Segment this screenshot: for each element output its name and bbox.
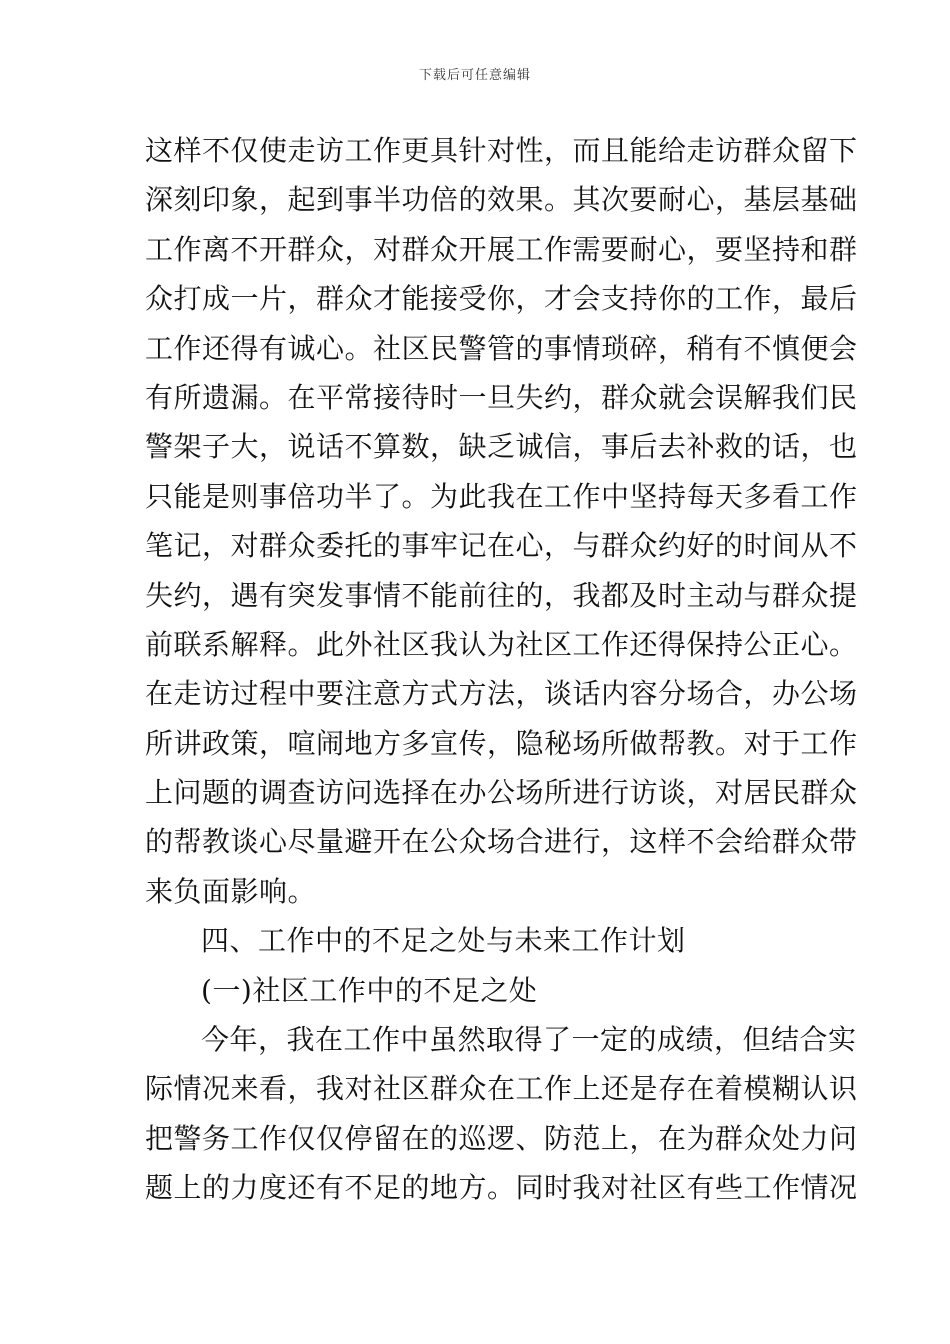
text-line: 把警务工作仅仅停留在的巡逻、防范上，在为群众处力问 xyxy=(145,1121,858,1155)
text-line: 失约，遇有突发事情不能前往的，我都及时主动与群众提 xyxy=(145,578,858,612)
text-line: 所讲政策，喧闹地方多宣传，隐秘场所做帮教。对于工作 xyxy=(145,726,858,760)
subsection-heading: (一)社区工作中的不足之处 xyxy=(201,973,538,1007)
text-line: 前联系解释。此外社区我认为社区工作还得保持公正心。 xyxy=(145,627,858,661)
text-line: 工作离不开群众，对群众开展工作需要耐心，要坚持和群 xyxy=(145,232,858,266)
body-text xyxy=(145,126,858,1213)
text-line: 这样不仅使走访工作更具针对性，而且能给走访群众留下 xyxy=(145,134,858,167)
text-line: 上问题的调查访问选择在办公场所进行访谈，对居民群众 xyxy=(145,776,858,810)
header-note: 下载后可任意编辑 xyxy=(418,68,531,83)
text-line: 的帮教谈心尽量避开在公众场合进行，这样不会给群众带 xyxy=(145,825,858,859)
text-line: 题上的力度还有不足的地方。同时我对社区有些工作情况 xyxy=(145,1171,858,1205)
text-line: 众打成一片，群众才能接受你，才会支持你的工作，最后 xyxy=(145,282,858,316)
text-line: 深刻印象，起到事半功倍的效果。其次要耐心，基层基础 xyxy=(145,183,858,217)
text-line: 警架子大，说话不算数，缺乏诚信，事后去补救的话，也 xyxy=(145,430,858,464)
text-line: 工作还得有诚心。社区民警管的事情琐碎，稍有不慎便会 xyxy=(145,331,858,365)
text-line: 有所遗漏。在平常接待时一旦失约，群众就会误解我们民 xyxy=(145,380,858,414)
section-heading: 四、工作中的不足之处与未来工作计划 xyxy=(201,924,686,958)
text-line: 来负面影响。 xyxy=(145,874,317,908)
text-line: 今年，我在工作中虽然取得了一定的成绩，但结合实 xyxy=(201,1023,857,1057)
text-line: 在走访过程中要注意方式方法，谈话内容分场合，办公场 xyxy=(145,677,858,711)
text-line: 只能是则事倍功半了。为此我在工作中坚持每天多看工作 xyxy=(145,479,858,513)
text-line: 际情况来看，我对社区群众在工作上还是存在着模糊认识 xyxy=(145,1072,858,1106)
text-line: 笔记，对群众委托的事牢记在心，与群众约好的时间从不 xyxy=(145,529,858,563)
